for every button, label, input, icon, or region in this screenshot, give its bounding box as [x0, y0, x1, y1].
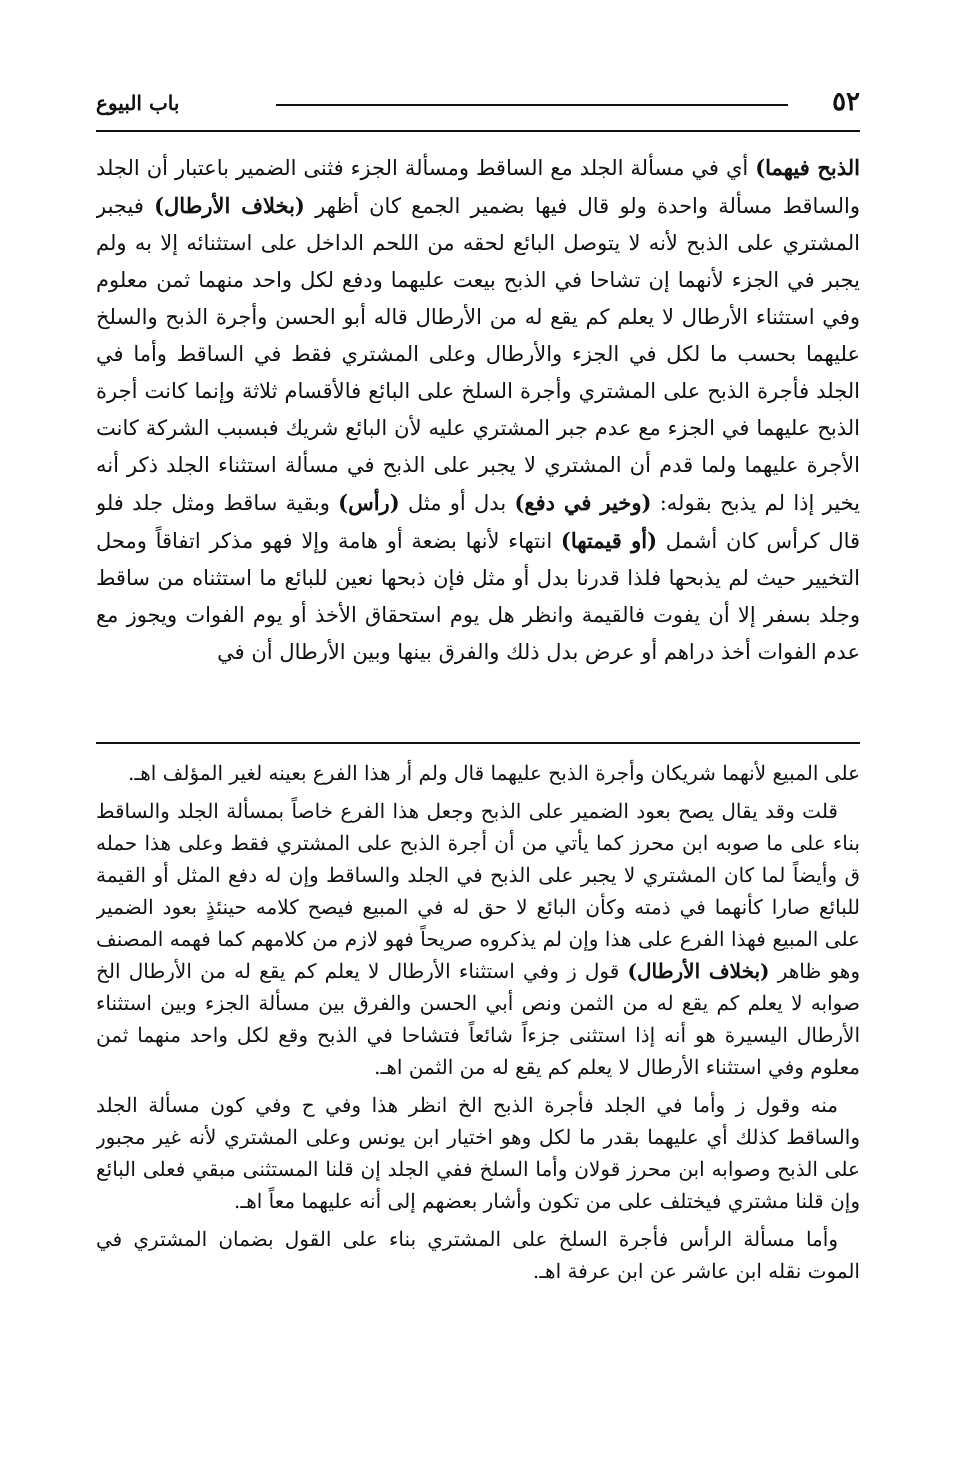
commentary-text: أي في مسألة الجلد مع الساقط ومسألة الجزء فثنى الضمير باعتبار أن الجلد والساقط مسألة واحدة ولو قال فيها بضمير الجمع كان أظهر [96, 156, 860, 218]
footnote-text: على المبيع لأنهما شريكان وأجرة الذبح عليهما قال ولم أر هذا الفرع بعينه لغير المؤلف اهـ. [127, 761, 860, 785]
matn-quote: (رأس) [338, 490, 400, 515]
commentary-text: بدل أو مثل [399, 491, 515, 515]
matn-quote: (أو قيمتها) [560, 528, 658, 553]
commentary-text: وبقية ساقط ومثل جلد فلو قال كرأس كان أشمل [96, 491, 860, 553]
matn-quote: (بخلاف الأرطال) [627, 959, 770, 983]
main-text [96, 149, 860, 731]
matn-quote: الذبح فيهما) [755, 155, 860, 180]
matn-quote: (بخلاف الأرطال) [154, 193, 305, 218]
footnote-separator [96, 742, 860, 744]
footnote-text: قلت وقد يقال يصح بعود الضمير على الذبح وجعل هذا الفرع خاصاً بمسألة الجلد والساقط بناء على ما صوبه ابن محرز كما يأتي من أن أجرة الذبح على المشتري فقط وعلى هذا حمله ق وأيضاً لما كان المشتري لا يجبر على الذبح في الجلد والساقط وإن له دفع المثل أو القيمة للبائع صارا كأنهما في ذمته وكأن البائع لا حق له في المبيع فيصح كلامه حينئذٍ بعود الضمير على المبيع فهذا الفرع على هذا وإن لم يذكروه صريحاً فهو لازم من كلامهم كما فهمه المصنف وهو ظاهر [96, 799, 860, 983]
chapter-title: باب البيوع [96, 91, 180, 115]
commentary-text: فيجبر المشتري على الذبح لأنه لا يتوصل البائع لحقه من اللحم الداخل على استثنائه إلا به ولم يجبر في الجزء لأنهما إن تشاحا في الذبح بيعت عليهما ودفع لكل واحد منهما ثمن معلوم وفي استثناء الأرطال لا يعلم كم يقع له من الأرطال قاله أبو الحسن وأجرة الذبح والسلخ عليهما بحسب ما لكل في الجزء والأرطال وعلى المشتري فقط في الساقط وأما في الجلد فأجرة الذبح على المشتري وأجرة السلخ على البائع فالأقسام ثلاثة وإنما كانت أجرة الذبح عليهما في الجزء مع عدم جبر المشتري عليه لأن البائع شريك فبسبب الشركة كانت الأجرة عليهما ولما قدم أن المشتري لا يجبر على الذبح في مسألة استثناء الجلد ذكر أنه يخير إذا لم يذبح بقوله: [96, 194, 860, 515]
footnote-text: منه وقول ز وأما في الجلد فأجرة الذبح الخ انظر هذا وفي ح وفي كون مسألة الجلد والساقط كذلك أي عليهما بقدر ما لكل وهو اختيار ابن يونس وعلى المشتري لأنه غير مجبور على الذبح وصوابه ابن محرز قولان وأما السلخ ففي الجلد إن قلنا المستثنى مبقي فعلى البائع وإن قلنا مشتري فيختلف على من تكون وأشار بعضهم إلى أنه عليهما معاً اهـ. [96, 1093, 860, 1213]
matn-quote: (وخير في دفع) [514, 490, 652, 515]
header-underline [96, 130, 860, 132]
running-header [96, 86, 860, 132]
footnote-paragraph [96, 1089, 860, 1217]
page-number: ٥٢ [832, 87, 860, 117]
header-rule [276, 104, 788, 106]
footnotes [96, 757, 860, 1387]
footnote-paragraph [96, 795, 860, 1083]
footnote-text: وأما مسألة الرأس فأجرة السلخ على المشتري بناء على القول بضمان المشتري في الموت نقله ابن عاشر عن ابن عرفة اهـ. [96, 1227, 860, 1283]
commentary-text: انتهاء لأنها بضعة أو هامة وإلا فهو مذكر اتفاقاً ومحل التخيير حيث لم يذبحها فلذا قدرنا بدل أو مثل فإن ذبحها نعين للبائع ما استثناه من ساقط وجلد بسفر إلا أن يفوت فالقيمة وانظر هل يوم استحقاق الأخذ أو يوم الفوات ويجوز مع عدم الفوات أخذ دراهم أو عرض بدل ذلك والفرق بينها وبين الأرطال أن في [96, 529, 860, 664]
footnote-paragraph [96, 757, 860, 789]
footnote-text: قول ز وفي استثناء الأرطال لا يعلم كم يقع له من الأرطال الخ صوابه لا يعلم كم يقع له من الثمن ونص أبي الحسن والفرق بين مسألة الجزء وبين استثناء الأرطال اليسيرة هو أنه إذا استثنى جزءاً شائعاً فتشاحا في الذبح وقع لكل واحد منهما ثمن معلوم وفي استثناء الأرطال لا يعلم كم يقع له من الثمن اهـ. [96, 959, 860, 1079]
footnote-paragraph [96, 1223, 860, 1287]
